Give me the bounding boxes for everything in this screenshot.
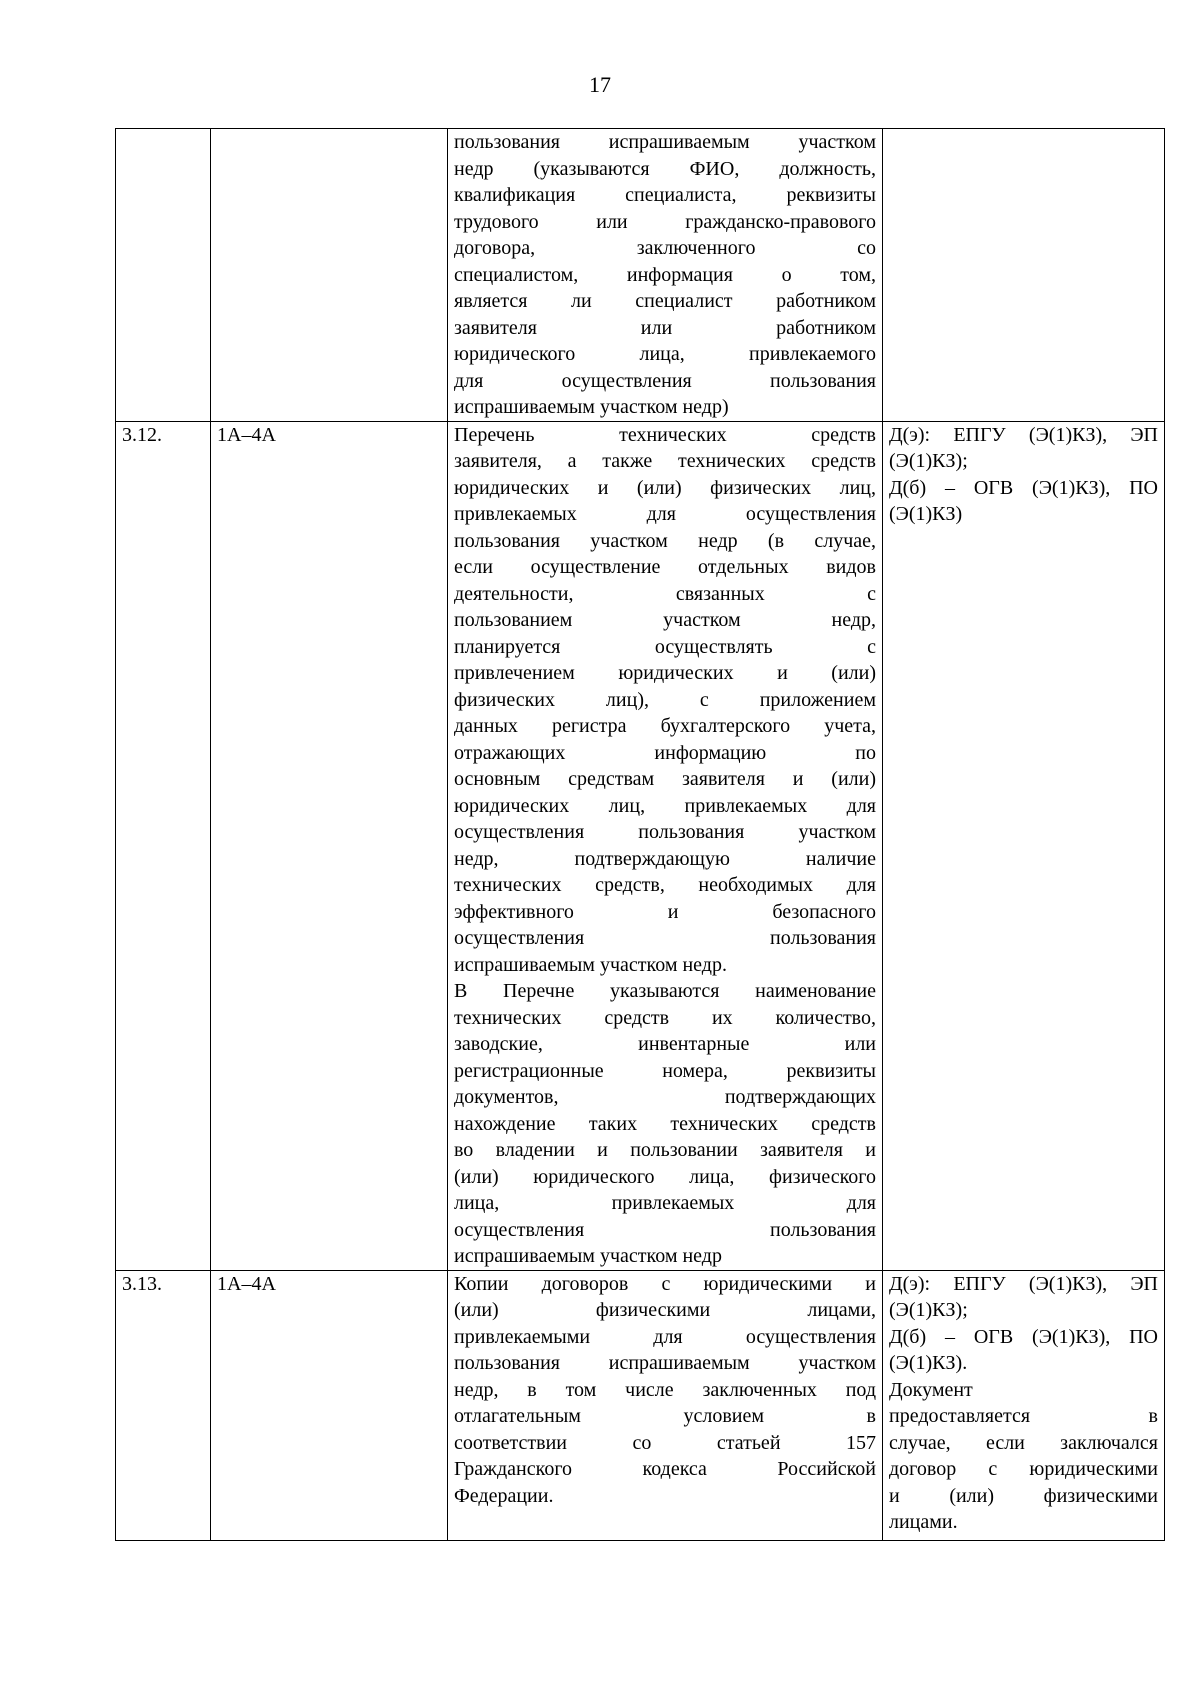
cell-text-line: Документ — [889, 1378, 973, 1401]
cell-text-line: осуществления пользования участком — [454, 821, 876, 843]
cell-text-line: случае, если заключался — [889, 1431, 1158, 1454]
cell-text-line: квалификация специалиста, реквизиты — [454, 184, 876, 206]
cell-text-line: отражающих информацию по — [454, 741, 876, 764]
cell-text-line: является ли специалист работником — [454, 290, 876, 312]
cell-text-line: пользования участком недр (в случае, — [454, 529, 876, 552]
cell-text-line: пользованием участком недр, — [454, 609, 876, 631]
cell-text-line: юридических лиц, привлекаемых для — [454, 794, 876, 817]
cell-text-line: для осуществления пользования — [454, 369, 876, 392]
row-code-cell: 1А–4А — [211, 421, 448, 1270]
cell-text-line: лица, привлекаемых для — [454, 1192, 876, 1214]
cell-text-line: данных регистра бухгалтерского учета, — [454, 715, 876, 737]
row-number-cell: 3.12. — [116, 421, 211, 1270]
cell-text-line: технических средств их количество, — [454, 1006, 876, 1029]
cell-text-line: Перечень технических средств — [454, 423, 876, 446]
cell-text-line: испрашиваемым участком недр) — [454, 396, 729, 418]
cell-text-line: (Э(1)КЗ). — [889, 1352, 968, 1374]
cell-text-line: пользования испрашиваемым участком — [454, 131, 876, 153]
row-description-cell — [448, 1270, 883, 1540]
requirements-table — [115, 128, 1165, 1541]
cell-text-line: (Э(1)КЗ); — [889, 450, 968, 472]
row-source-cell — [883, 129, 1165, 422]
cell-text-line: осуществления пользования — [454, 1218, 876, 1241]
cell-text-line: Д(б) – ОГВ (Э(1)КЗ), ПО — [889, 476, 1158, 499]
row-number-cell: 3.13. — [116, 1270, 211, 1540]
cell-text-line: Д(э): ЕПГУ (Э(1)КЗ), ЭП — [889, 1272, 1158, 1295]
cell-text-line: лицами. — [889, 1511, 958, 1533]
cell-text-line: недр, подтверждающую наличие — [454, 847, 876, 870]
row-number-cell — [116, 129, 211, 422]
row-description-cell — [448, 421, 883, 1270]
cell-text-line: во владении и пользовании заявителя и — [454, 1139, 876, 1161]
cell-text-line: основным средствам заявителя и (или) — [454, 768, 876, 790]
cell-text-line: В Перечне указываются наименование — [454, 980, 876, 1002]
cell-text-line: пользования испрашиваемым участком — [454, 1352, 876, 1374]
cell-text-line: недр, в том числе заключенных под — [454, 1378, 876, 1401]
cell-text-line: заявителя, а также технических средств — [454, 450, 876, 472]
row-code-cell: 1А–4А — [211, 1270, 448, 1540]
cell-text-line: договор с юридическими — [889, 1458, 1158, 1480]
cell-text-line: трудового или гражданско-правового — [454, 210, 876, 233]
cell-text-line: соответствии со статьей 157 — [454, 1431, 876, 1454]
table-row — [116, 1270, 1165, 1540]
cell-text-line: регистрационные номера, реквизиты — [454, 1059, 876, 1082]
cell-text-line: привлекаемых для осуществления — [454, 503, 876, 525]
table-row — [116, 129, 1165, 422]
cell-text-line: договора, заключенного со — [454, 237, 876, 259]
cell-text-line: испрашиваемым участком недр. — [454, 953, 727, 976]
cell-text-line: эффективного и безопасного — [454, 900, 876, 923]
row-source-cell — [883, 421, 1165, 1270]
cell-text-line: заявителя или работником — [454, 316, 876, 339]
cell-text-line: Копии договоров с юридическими и — [454, 1272, 876, 1295]
cell-text-line: (Э(1)КЗ) — [889, 503, 963, 525]
cell-text-line: физических лиц), с приложением — [454, 688, 876, 711]
cell-text-line: недр (указываются ФИО, должность, — [454, 157, 876, 180]
page-number: 17 — [589, 72, 611, 97]
cell-text-line: Д(б) – ОГВ (Э(1)КЗ), ПО — [889, 1325, 1158, 1348]
cell-text-line: Федерации. — [454, 1484, 554, 1507]
cell-text-line: документов, подтверждающих — [454, 1086, 876, 1108]
cell-text-line: если осуществление отдельных видов — [454, 556, 876, 578]
cell-text-line: юридического лица, привлекаемого — [454, 343, 876, 365]
table-row — [116, 421, 1165, 1270]
cell-text-line: (или) юридического лица, физического — [454, 1165, 876, 1188]
cell-text-line: (или) физическими лицами, — [454, 1299, 876, 1321]
row-code-cell — [211, 129, 448, 422]
cell-text-line: осуществления пользования — [454, 927, 876, 949]
cell-text-line: технических средств, необходимых для — [454, 874, 876, 896]
cell-text-line: предоставляется в — [889, 1405, 1158, 1427]
cell-text-line: деятельности, связанных с — [454, 582, 876, 605]
cell-text-line: привлекаемыми для осуществления — [454, 1325, 876, 1348]
cell-text-line: и (или) физическими — [889, 1484, 1158, 1507]
cell-text-line: привлечением юридических и (или) — [454, 662, 876, 684]
row-description-cell — [448, 129, 883, 422]
cell-text-line: Гражданского кодекса Российской — [454, 1458, 876, 1480]
cell-text-line: юридических и (или) физических лиц, — [454, 476, 876, 499]
cell-text-line: испрашиваемым участком недр — [454, 1245, 722, 1267]
cell-text-line: заводские, инвентарные или — [454, 1033, 876, 1055]
row-source-cell — [883, 1270, 1165, 1540]
cell-text-line: планируется осуществлять с — [454, 635, 876, 658]
cell-text-line: специалистом, информация о том, — [454, 263, 876, 286]
cell-text-line: нахождение таких технических средств — [454, 1112, 876, 1135]
cell-text-line: (Э(1)КЗ); — [889, 1299, 968, 1321]
cell-text-line: отлагательным условием в — [454, 1405, 876, 1427]
cell-text-line: Д(э): ЕПГУ (Э(1)КЗ), ЭП — [889, 423, 1158, 446]
